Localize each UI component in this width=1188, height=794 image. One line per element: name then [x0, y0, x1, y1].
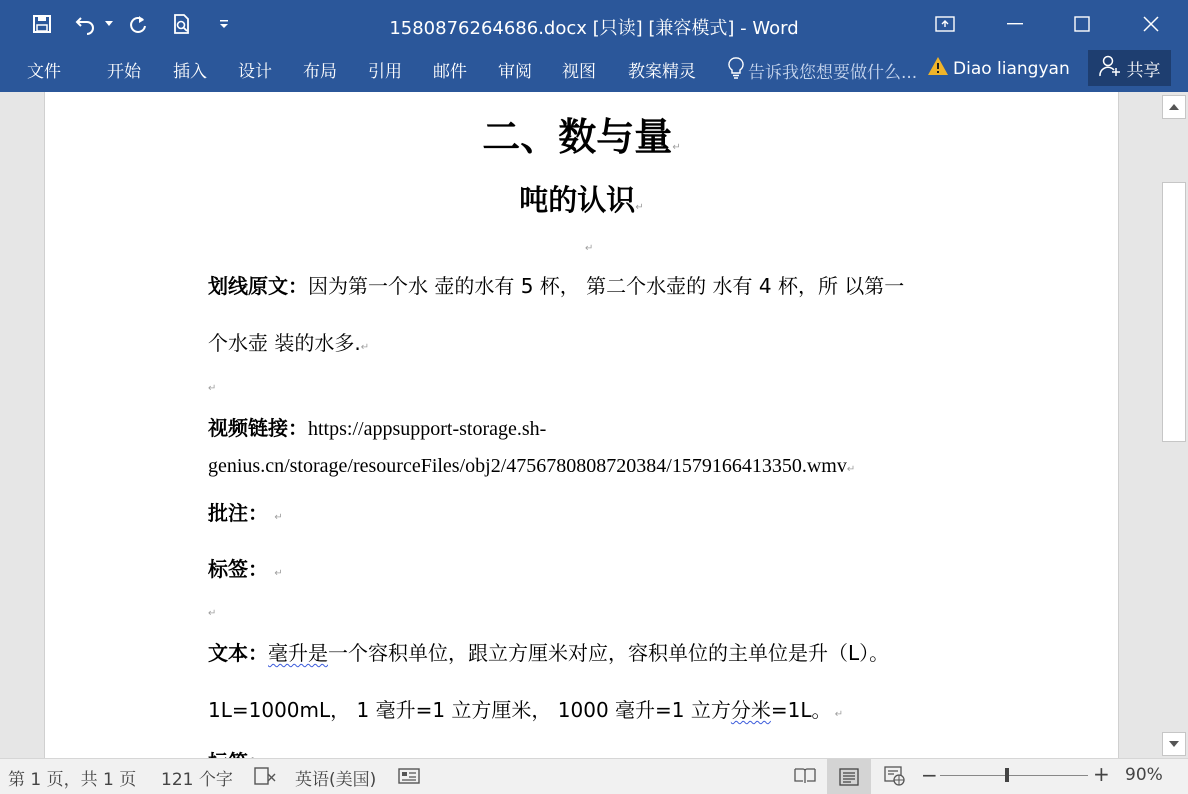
minimize-icon[interactable]	[992, 0, 1038, 48]
tab-review[interactable]: 审阅	[498, 62, 532, 82]
status-bar	[0, 758, 1188, 794]
empty-paragraph	[208, 597, 216, 621]
underline-text-line-2	[208, 327, 369, 356]
undo-icon[interactable]	[72, 0, 100, 48]
tell-me-placeholder: 告诉我您想要做什么...	[748, 63, 918, 83]
tab-mailings[interactable]: 邮件	[433, 62, 467, 82]
underline-label: 划线原文：	[208, 274, 308, 298]
vertical-scrollbar[interactable]	[1160, 92, 1188, 758]
zoom-slider-thumb[interactable]	[1005, 768, 1009, 782]
scroll-up-arrow-icon[interactable]	[1162, 95, 1186, 119]
spelling-flagged-text[interactable]: 分米	[730, 698, 771, 722]
paragraph-mark: ↵	[635, 202, 644, 213]
paragraph-mark: ↵	[208, 383, 217, 394]
paragraph-mark: ↵	[274, 568, 283, 579]
underline-text-cont: 个水壶 装的水多.	[208, 331, 361, 355]
underline-text-line-1	[208, 270, 904, 299]
undo-dropdown-icon[interactable]	[102, 0, 116, 48]
tab-view[interactable]: 视图	[562, 62, 596, 82]
tab-layout[interactable]: 布局	[303, 62, 337, 82]
empty-paragraph	[585, 232, 593, 256]
empty-paragraph	[208, 372, 216, 396]
paragraph-mark: ↵	[274, 512, 283, 523]
web-layout-icon[interactable]	[884, 766, 906, 791]
read-mode-icon[interactable]	[794, 766, 816, 789]
video-label: 视频链接：	[208, 416, 308, 440]
zoom-slider[interactable]	[940, 775, 1088, 776]
comment-label: 批注：	[208, 501, 268, 525]
zoom-level[interactable]: 90%	[1125, 765, 1163, 785]
scroll-down-arrow-icon[interactable]	[1162, 732, 1186, 756]
tab-lesson-plan-wizard[interactable]: 教案精灵	[628, 62, 696, 82]
heading-2-text: 吨的认识	[519, 183, 636, 217]
tell-me-search[interactable]	[728, 57, 917, 84]
document-area	[0, 92, 1160, 758]
paragraph-mark: ↵	[360, 342, 370, 353]
tag-label: 标签：	[208, 557, 268, 581]
heading-1-text: 二、数与量	[482, 115, 673, 159]
user-name: Diao liangyan	[953, 58, 1070, 79]
text-line	[208, 637, 889, 666]
tab-insert[interactable]: 插入	[173, 62, 207, 82]
zoom-out-icon[interactable]: −	[921, 763, 938, 787]
ribbon-tab-bar	[0, 48, 1188, 92]
formula-line	[208, 694, 843, 723]
tab-file[interactable]: 文件	[27, 62, 61, 82]
macro-recording-icon[interactable]	[398, 767, 420, 790]
lightbulb-icon	[728, 57, 744, 84]
print-layout-icon[interactable]	[827, 759, 871, 794]
heading-2	[45, 178, 1118, 219]
user-account[interactable]	[927, 56, 1070, 81]
zoom-in-icon[interactable]: +	[1093, 762, 1110, 786]
comment-line	[208, 497, 283, 526]
video-link-line-2	[208, 453, 855, 478]
formula-text: 1L=1000mL， 1 毫升=1 立方厘米， 1000 毫升=1 立方	[208, 698, 731, 722]
video-url[interactable]: https://appsupport-storage.sh-	[308, 418, 547, 440]
video-url-cont[interactable]: genius.cn/storage/resourceFiles/obj2/4756780808720384/1579166413350.wmv	[208, 455, 847, 477]
paragraph-mark: ↵	[585, 243, 594, 254]
warning-icon	[927, 56, 949, 81]
document-page[interactable]	[44, 92, 1119, 792]
save-icon[interactable]	[28, 0, 56, 48]
redo-icon[interactable]	[124, 0, 152, 48]
share-button[interactable]	[1088, 50, 1171, 86]
tab-home[interactable]: 开始	[107, 62, 141, 82]
page-info[interactable]: 第 1 页，共 1 页	[8, 770, 137, 790]
formula-text-end: =1L。	[770, 698, 832, 722]
customize-toolbar-icon[interactable]	[212, 0, 236, 48]
language-indicator[interactable]: 英语(美国)	[295, 770, 377, 790]
print-preview-icon[interactable]	[168, 0, 196, 48]
video-link-line-1	[208, 412, 546, 441]
word-count[interactable]: 121 个字	[161, 770, 233, 790]
ribbon-display-options-icon[interactable]	[922, 0, 968, 48]
paragraph-mark: ↵	[672, 142, 681, 153]
text-label: 文本：	[208, 641, 268, 665]
scroll-thumb[interactable]	[1162, 182, 1186, 442]
text-body: 一个容积单位，跟立方厘米对应，容积单位的主单位是升（L）。	[328, 641, 890, 665]
proofing-icon[interactable]	[254, 767, 276, 790]
window-title: 1580876264686.docx [只读] [兼容模式] - Word	[389, 18, 799, 39]
person-add-icon	[1099, 55, 1121, 82]
paragraph-mark: ↵	[846, 464, 856, 475]
close-icon[interactable]	[1128, 0, 1174, 48]
share-label: 共享	[1126, 60, 1161, 81]
title-bar	[0, 0, 1188, 48]
maximize-icon[interactable]	[1059, 0, 1105, 48]
paragraph-mark: ↵	[831, 709, 844, 720]
tab-references[interactable]: 引用	[368, 62, 402, 82]
paragraph-mark: ↵	[208, 608, 217, 619]
spelling-flagged-text[interactable]: 毫升是	[268, 641, 328, 665]
tab-design[interactable]: 设计	[238, 62, 272, 82]
tag-line	[208, 553, 283, 582]
heading-1	[45, 106, 1118, 161]
underline-text: 因为第一个水 壶的水有 5 杯， 第二个水壶的 水有 4 杯，所 以第一	[308, 274, 905, 298]
